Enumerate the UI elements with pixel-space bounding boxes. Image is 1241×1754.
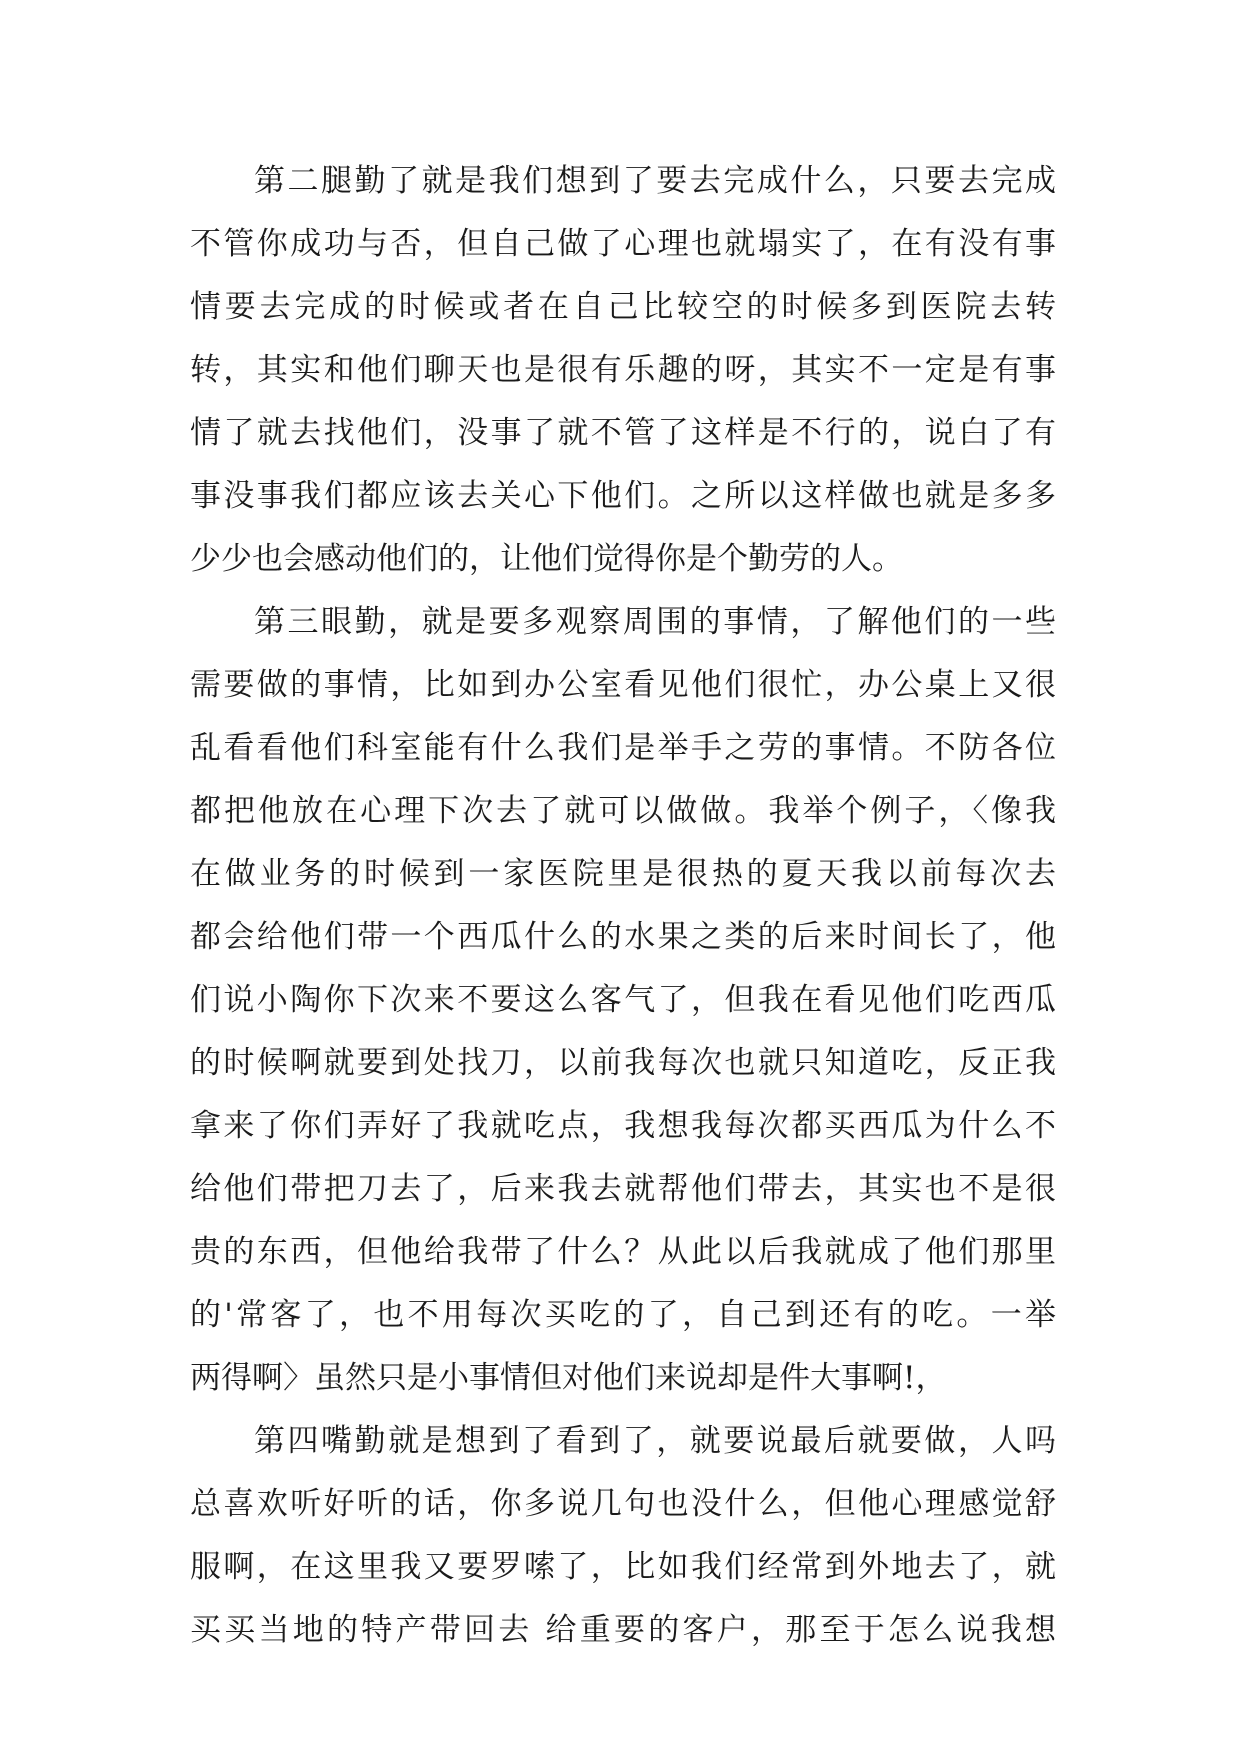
text-line: 转，其实和他们聊天也是很有乐趣的呀，其实不一定是有事 bbox=[190, 352, 1056, 388]
text-line: 情要去完成的时候或者在自己比较空的时候多到医院去转 bbox=[190, 289, 1056, 325]
text-line: 买买当地的特产带回去 给重要的客户，那至于怎么说我想 bbox=[190, 1612, 1056, 1648]
text-line: 都把他放在心理下次去了就可以做做。我举个例子，〈像我 bbox=[190, 793, 1056, 829]
text-line: 给他们带把刀去了，后来我去就帮他们带去，其实也不是很 bbox=[190, 1171, 1056, 1207]
paragraph-eyes bbox=[190, 591, 1056, 1410]
text-line: 情了就去找他们，没事了就不管了这样是不行的，说白了有 bbox=[190, 415, 1056, 451]
text-line: 两得啊〉虽然只是小事情但对他们来说却是件大事啊!， bbox=[190, 1360, 947, 1396]
text-line: 们说小陶你下次来不要这么客气了，但我在看见他们吃西瓜 bbox=[190, 982, 1056, 1018]
text-line: 需要做的事情，比如到办公室看见他们很忙，办公桌上又很 bbox=[190, 667, 1056, 703]
text-line: 总喜欢听好听的话，你多说几句也没什么，但他心理感觉舒 bbox=[190, 1486, 1056, 1522]
text-line: 服啊，在这里我又要罗嗦了，比如我们经常到外地去了，就 bbox=[190, 1549, 1056, 1585]
text-line: 第四嘴勤就是想到了看到了，就要说最后就要做，人吗 bbox=[254, 1423, 1056, 1459]
text-line: 的时候啊就要到处找刀，以前我每次也就只知道吃，反正我 bbox=[190, 1045, 1056, 1081]
body-text bbox=[190, 150, 1056, 1662]
text-line: 在做业务的时候到一家医院里是很热的夏天我以前每次去 bbox=[190, 856, 1056, 892]
paragraph-legs bbox=[190, 150, 1056, 591]
text-line: 乱看看他们科室能有什么我们是举手之劳的事情。不防各位 bbox=[190, 730, 1056, 766]
paragraph-mouth bbox=[190, 1410, 1056, 1662]
text-line: 第三眼勤，就是要多观察周围的事情，了解他们的一些 bbox=[254, 604, 1056, 640]
text-line: 事没事我们都应该去关心下他们。之所以这样做也就是多多 bbox=[190, 478, 1056, 514]
text-line: 的'常客了，也不用每次买吃的了，自己到还有的吃。一举 bbox=[190, 1297, 1056, 1333]
text-line: 拿来了你们弄好了我就吃点，我想我每次都买西瓜为什么不 bbox=[190, 1108, 1056, 1144]
text-line: 第二腿勤了就是我们想到了要去完成什么，只要去完成 bbox=[254, 163, 1056, 199]
text-line: 贵的东西，但他给我带了什么？从此以后我就成了他们那里 bbox=[190, 1234, 1056, 1270]
text-line: 不管你成功与否，但自己做了心理也就塌实了，在有没有事 bbox=[190, 226, 1056, 262]
text-line: 少少也会感动他们的，让他们觉得你是个勤劳的人。 bbox=[190, 541, 903, 577]
text-line: 都会给他们带一个西瓜什么的水果之类的后来时间长了，他 bbox=[190, 919, 1056, 955]
